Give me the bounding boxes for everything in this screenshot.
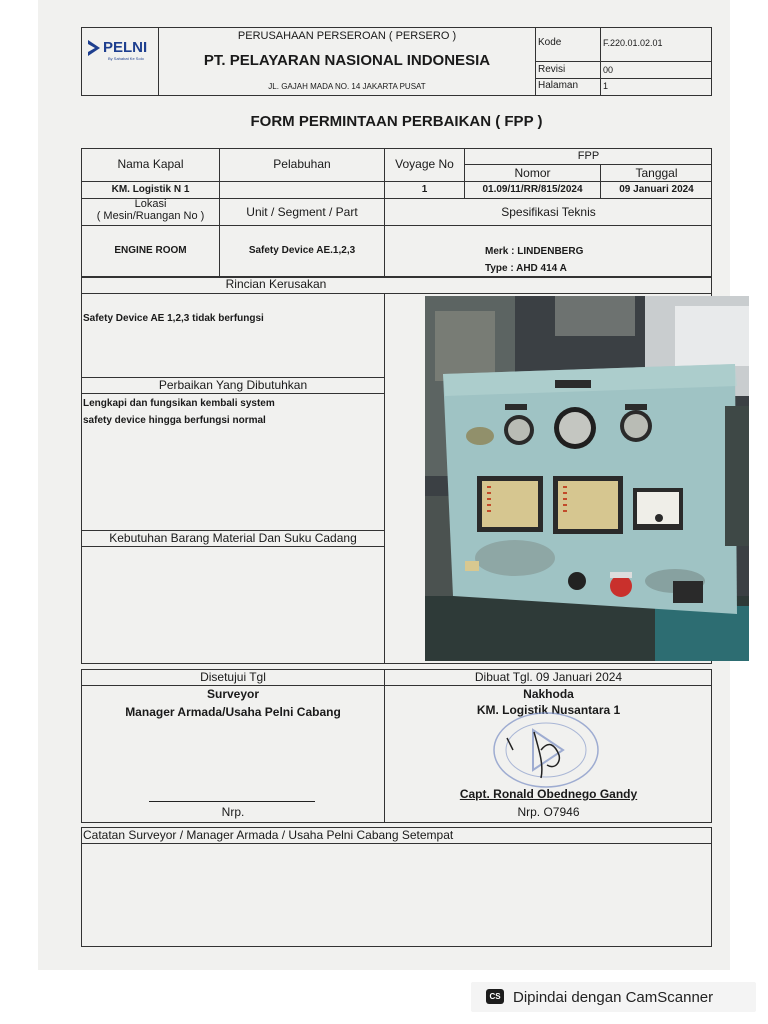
captain-nrp: Nrp. O7946 — [517, 805, 580, 819]
camscanner-text: Dipindai dengan CamScanner — [513, 989, 714, 1006]
header-lokasi: Lokasi — [134, 198, 167, 210]
meta-label-halaman: Halaman — [538, 80, 579, 91]
notes-box — [81, 827, 712, 947]
value-nama-kapal: KM. Logistik N 1 — [111, 184, 190, 195]
document-sheet — [38, 0, 730, 970]
pelni-logo-icon — [86, 39, 102, 57]
disetujui-label: Disetujui Tgl — [200, 670, 266, 684]
dibuat-label: Dibuat Tgl. 09 Januari 2024 — [474, 670, 623, 684]
camscanner-icon: CS — [486, 989, 504, 1004]
captain-name: Capt. Ronald Obednego Gandy — [459, 787, 638, 801]
header-nama-kapal: Nama Kapal — [117, 157, 184, 171]
value-unit: Safety Device AE.1,2,3 — [248, 245, 356, 256]
form-title: FORM PERMINTAAN PERBAIKAN ( FPP ) — [250, 113, 543, 130]
value-merk: Merk : LINDENBERG — [485, 246, 584, 257]
control-panel-photo — [425, 296, 749, 661]
header-nomor: Nomor — [514, 166, 551, 180]
meta-value-kode: F.220.01.02.01 — [603, 38, 663, 48]
company-stamp — [489, 710, 603, 790]
meta-value-halaman: 1 — [603, 81, 609, 91]
company-address: JL. GAJAH MADA NO. 14 JAKARTA PUSAT — [268, 82, 426, 91]
rincian-label: Rincian Kerusakan — [225, 277, 327, 291]
pelni-logo — [86, 36, 156, 66]
surveyor-role: Surveyor — [206, 687, 260, 701]
meta-label-kode: Kode — [538, 37, 562, 48]
header-tanggal: Tanggal — [635, 166, 678, 180]
meta-value-revisi: 00 — [603, 65, 614, 75]
nakhoda-role: Nakhoda — [523, 687, 574, 701]
value-voyage-no: 1 — [421, 184, 428, 195]
perbaikan-label: Perbaikan Yang Dibutuhkan — [158, 378, 308, 392]
header-voyage-no: Voyage No — [395, 157, 454, 171]
surveyor-signature-line — [149, 801, 315, 802]
header-spesifikasi: Spesifikasi Teknis — [501, 205, 596, 219]
notes-label: Catatan Surveyor / Manager Armada / Usaha Pelni Cabang Setempat — [83, 828, 454, 842]
logo-tagline: By Sahabat Ke Solo — [108, 56, 144, 61]
header-pelabuhan: Pelabuhan — [273, 157, 331, 171]
value-lokasi: ENGINE ROOM — [114, 245, 187, 256]
camscanner-footer — [471, 982, 756, 1012]
perbaikan-line1: Lengkapi dan fungsikan kembali system — [83, 398, 275, 409]
value-tanggal: 09 Januari 2024 — [619, 184, 694, 195]
company-name: PT. PELAYARAN NASIONAL INDONESIA — [203, 52, 491, 69]
logo-text: PELNI — [103, 39, 148, 56]
rincian-text: Safety Device AE 1,2,3 tidak berfungsi — [83, 313, 264, 324]
nakhoda-ship: KM. Logistik Nusantara 1 — [476, 703, 621, 717]
surveyor-nrp: Nrp. — [221, 805, 245, 819]
value-type: Type : AHD 414 A — [485, 263, 567, 274]
header-lokasi-sub: ( Mesin/Ruangan No ) — [96, 210, 205, 222]
value-nomor: 01.09/11/RR/815/2024 — [482, 184, 583, 195]
surveyor-org: Manager Armada/Usaha Pelni Cabang — [125, 705, 341, 719]
header-unit: Unit / Segment / Part — [246, 205, 358, 219]
meta-label-revisi: Revisi — [538, 64, 566, 75]
header-fpp: FPP — [577, 150, 600, 162]
perbaikan-line2: safety device hingga berfungsi normal — [83, 415, 266, 426]
company-top: PERUSAHAAN PERSEROAN ( PERSERO ) — [237, 30, 457, 42]
kebutuhan-label: Kebutuhan Barang Material Dan Suku Cadang — [109, 531, 357, 545]
